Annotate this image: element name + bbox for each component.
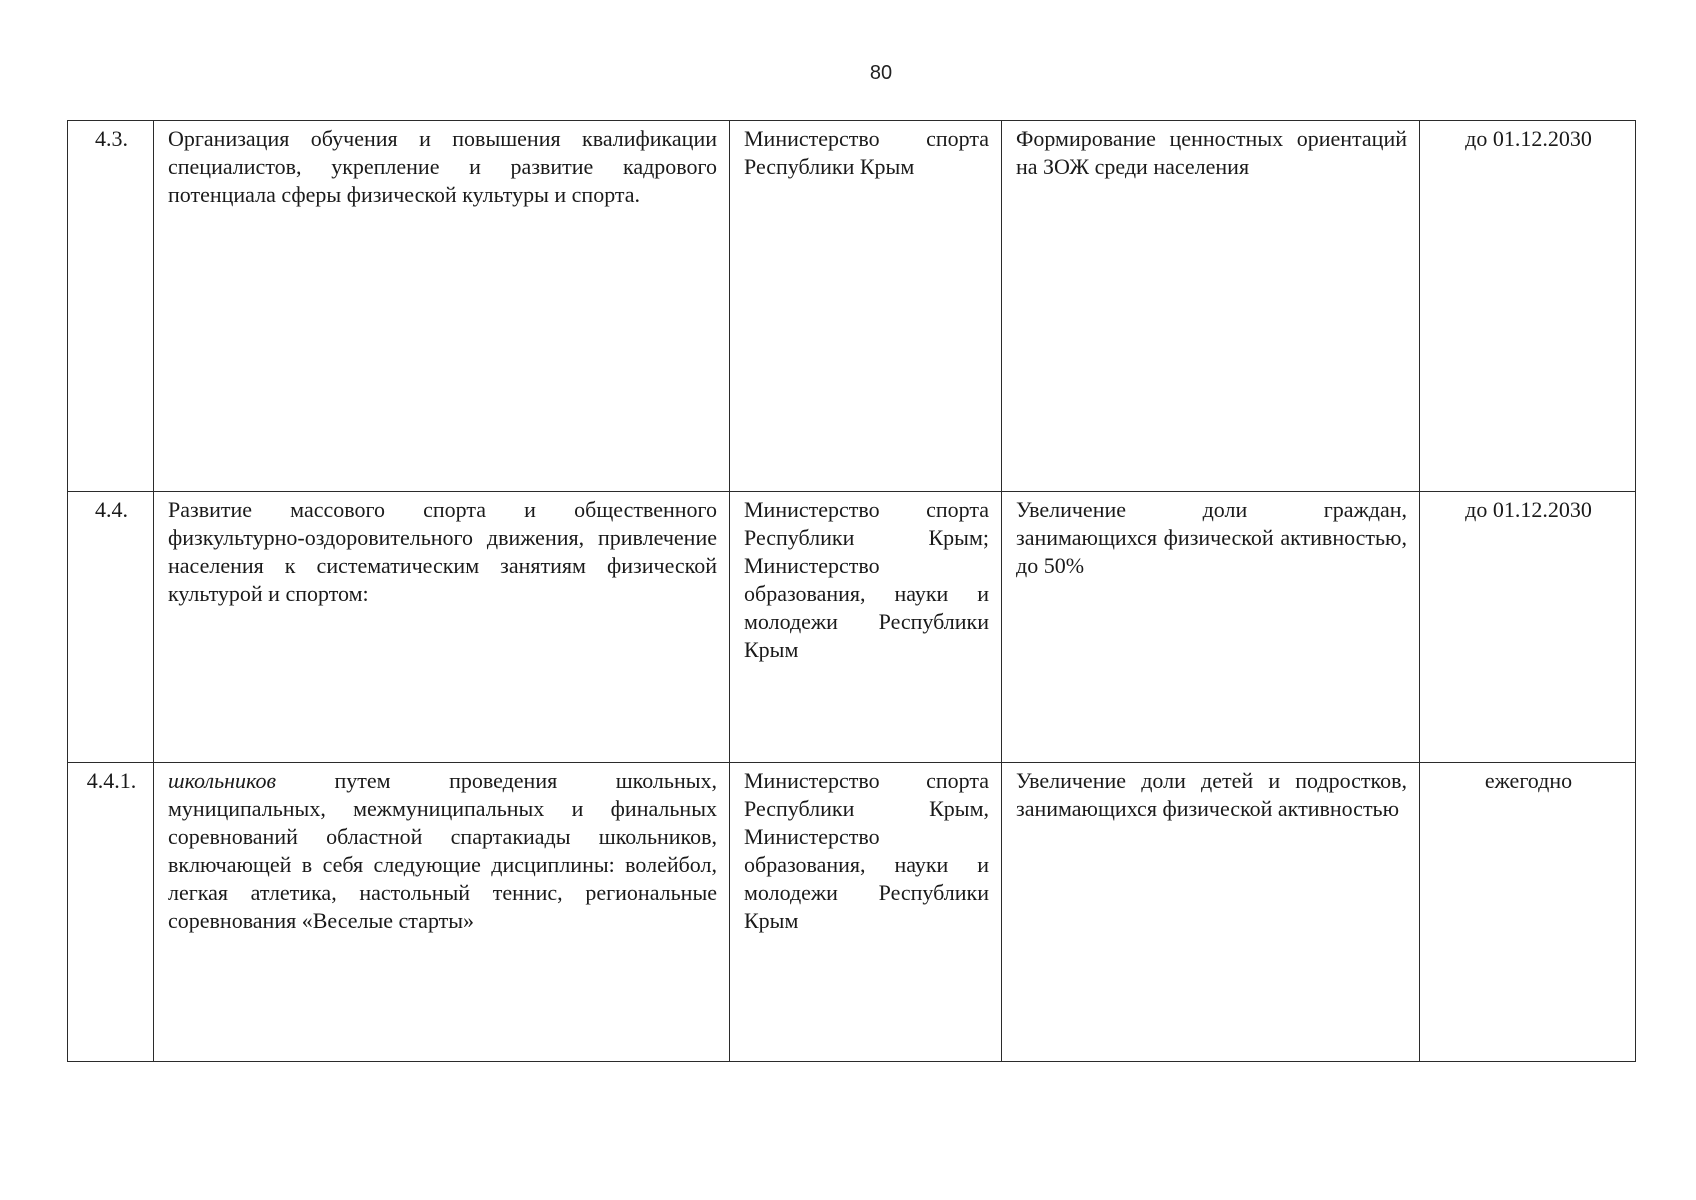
row-number: 4.4.1. (68, 763, 154, 1062)
row-number: 4.4. (68, 492, 154, 763)
executor-cell: Министерство спорта Республики Крым; Министерство образования, науки и молодежи Республики Крым (730, 492, 1002, 763)
measure-italic-prefix: школьников (168, 768, 277, 793)
result-cell: Увеличение доли граждан, занимающихся физической активностью, до 50% (1002, 492, 1420, 763)
page-number: 80 (869, 62, 893, 84)
measure-cell: Организация обучения и повышения квалификации специалистов, укрепление и развитие кадрового потенциала сферы физической культуры и спорта. (154, 121, 730, 492)
term-cell: до 01.12.2030 (1420, 121, 1636, 492)
result-cell: Увеличение доли детей и подростков, занимающихся физической активностью (1002, 763, 1420, 1062)
executor-cell: Министерство спорта Республики Крым, Министерство образования, науки и молодежи Республики Крым (730, 763, 1002, 1062)
measure-cell (154, 763, 730, 1062)
result-cell: Формирование ценностных ориентаций на ЗОЖ среди населения (1002, 121, 1420, 492)
table-row (68, 492, 1636, 763)
table-row (68, 121, 1636, 492)
measure-cell: Развитие массового спорта и общественного физкультурно-оздоровительного движения, привлечение населения к систематическим занятиям физической культурой и спортом: (154, 492, 730, 763)
measures-table (67, 120, 1636, 1062)
table-row (68, 763, 1636, 1062)
row-number: 4.3. (68, 121, 154, 492)
term-cell: ежегодно (1420, 763, 1636, 1062)
term-cell: до 01.12.2030 (1420, 492, 1636, 763)
executor-cell: Министерство спорта Республики Крым (730, 121, 1002, 492)
measure-text: путем проведения школьных, муниципальных, межмуниципальных и финальных соревнований областной спартакиады школьников, включающей в себя следующие дисциплины: волейбол, легкая атлетика, настольный теннис, региональные соревнования «Веселые старты» (168, 768, 717, 933)
